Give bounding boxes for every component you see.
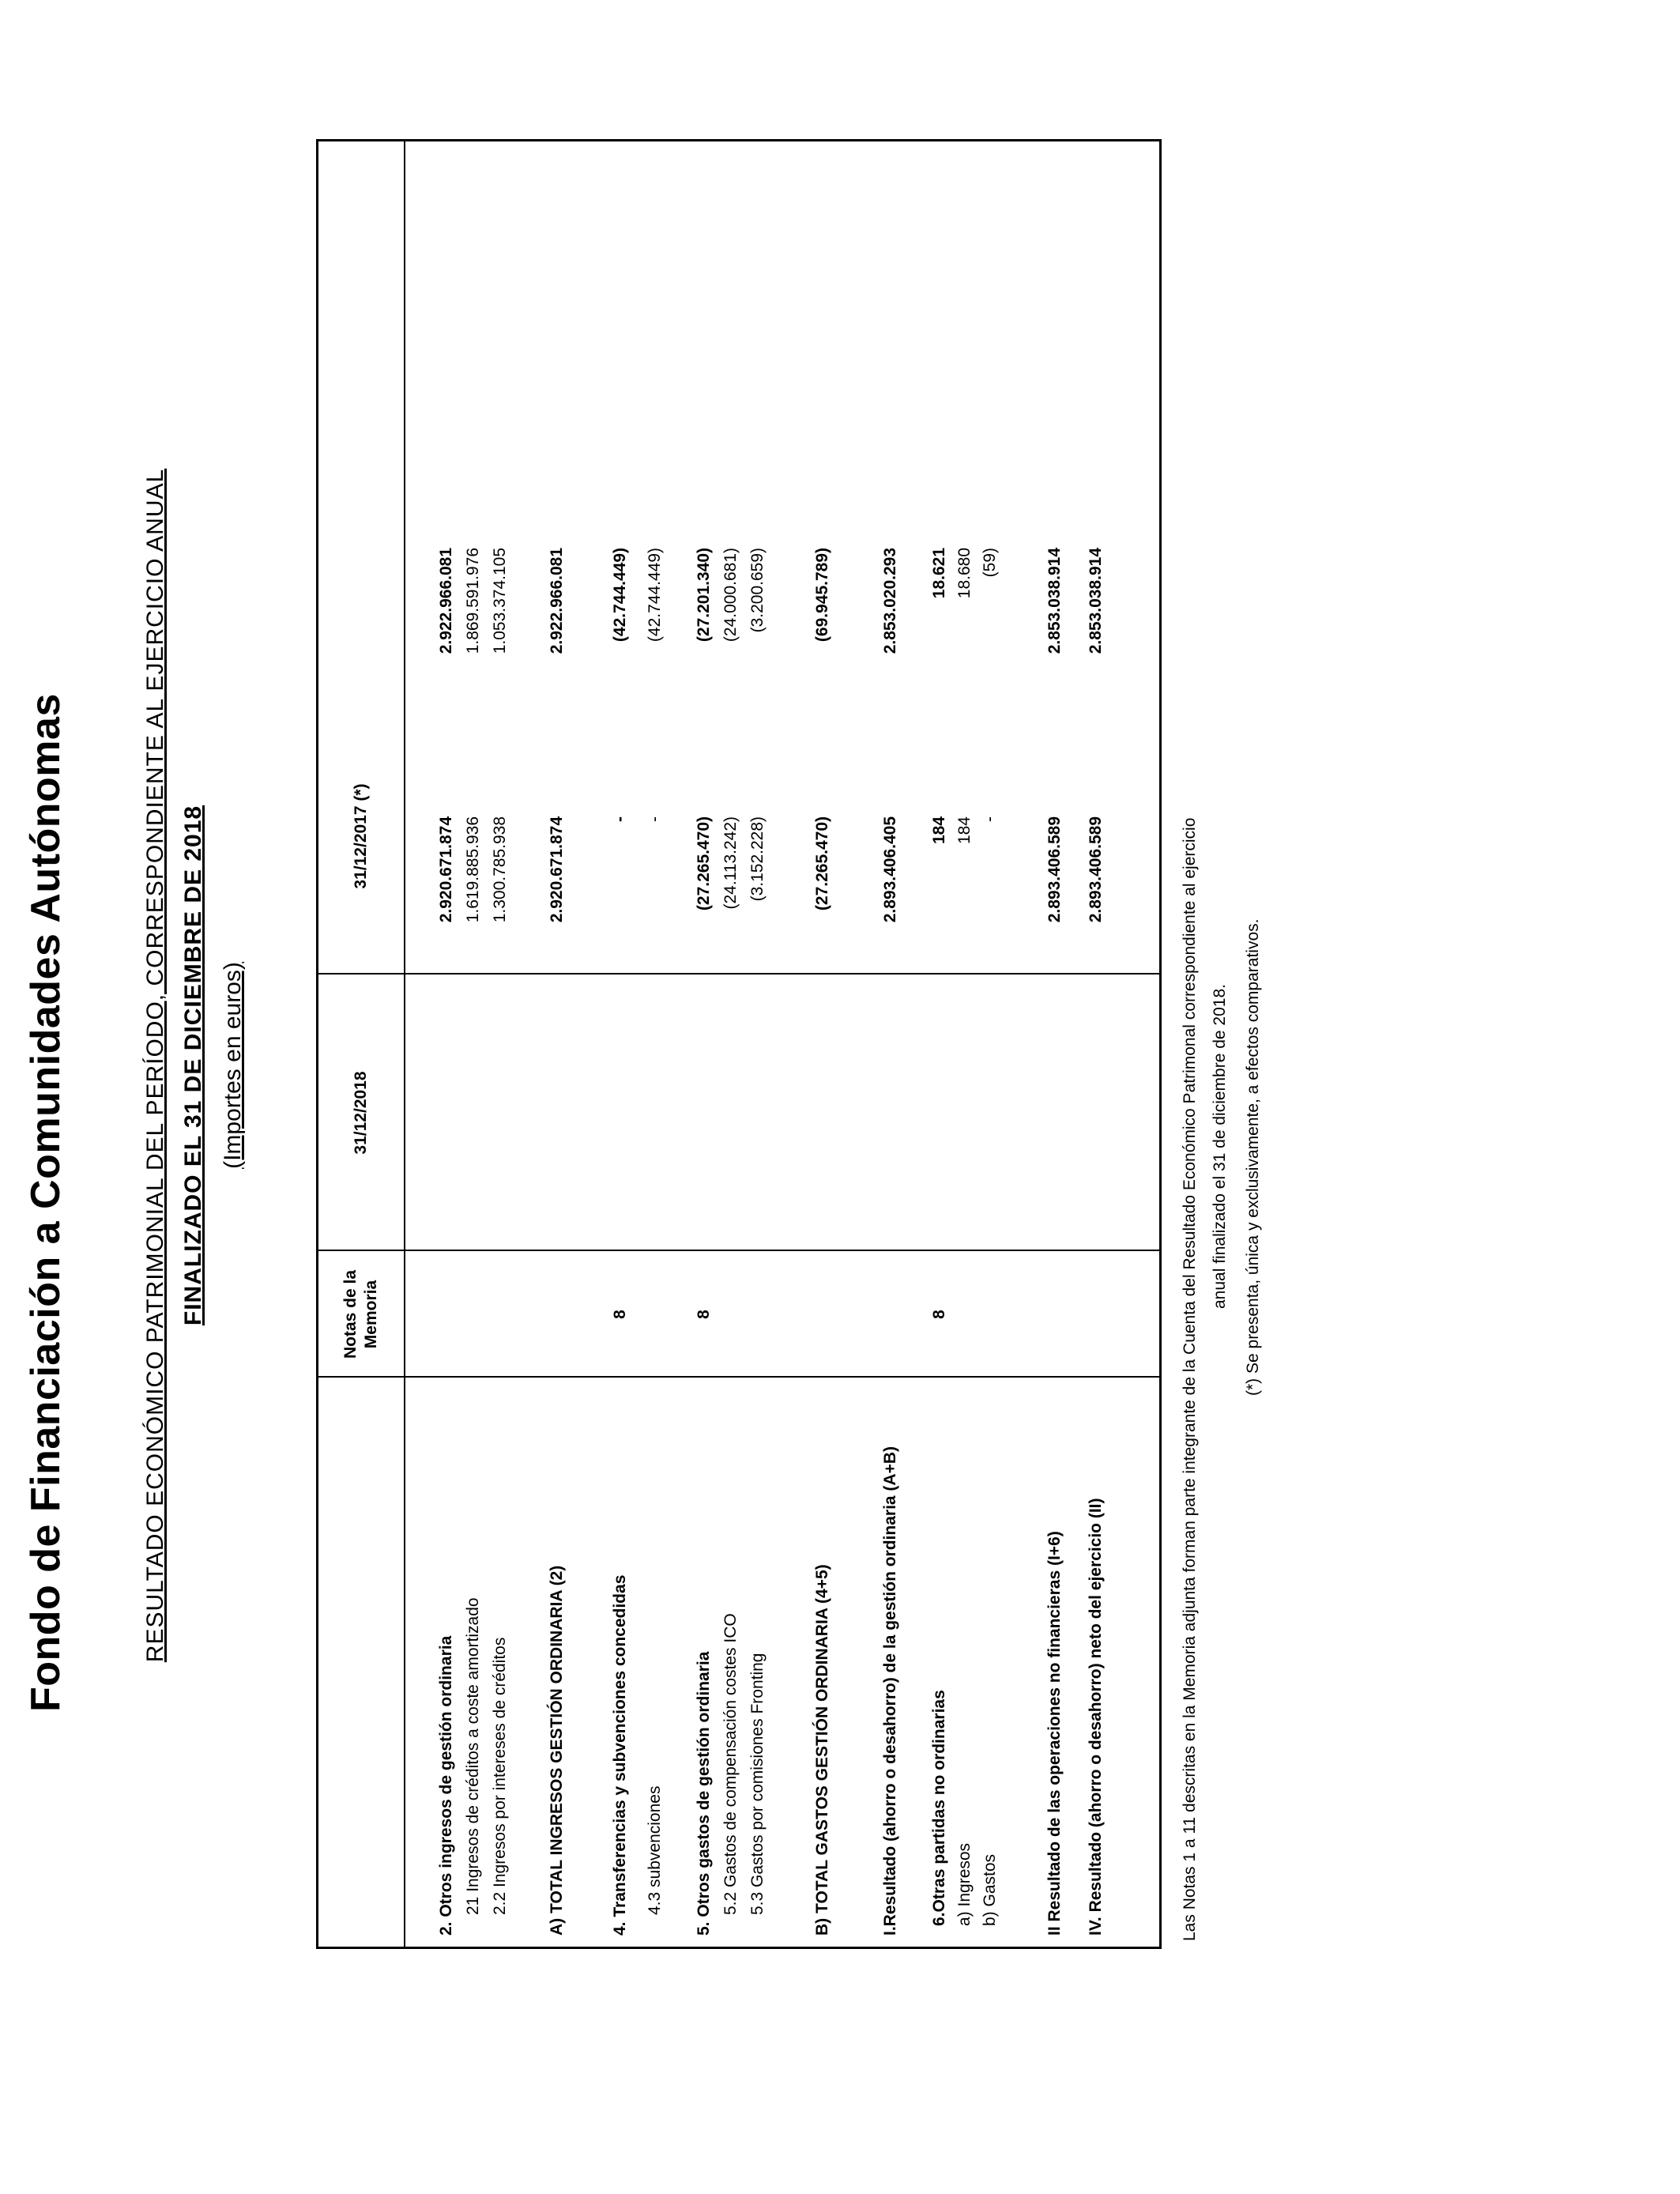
value-2018: (24.113.242)	[721, 816, 740, 910]
footnote-notes-cont: anual finalizado el 31 de diciembre de 2018.	[1211, 984, 1229, 1309]
footnote-comparative: (*) Se presenta, única y exclusivamente, a efectos comparativos.	[1244, 918, 1262, 1396]
value-2017: (59)	[981, 548, 999, 578]
row-label: 5. Otros gastos de gestión ordinaria	[695, 1651, 713, 1936]
note-ref: 8	[611, 1310, 629, 1319]
value-2018: 184	[930, 816, 948, 845]
row-label: 2. Otros ingresos de gestión ordinaria	[437, 1635, 455, 1936]
value-2018: -	[981, 816, 999, 822]
table-row	[1087, 141, 1113, 1947]
table-row	[955, 141, 982, 1947]
value-2018: 2.893.406.589	[1087, 816, 1105, 923]
value-2018: 2.920.671.874	[548, 816, 566, 923]
table-row	[981, 141, 1008, 1947]
header-2018: 31/12/2018	[351, 1071, 370, 1155]
note-ref: 8	[695, 1310, 713, 1319]
value-2018: -	[646, 816, 664, 822]
row-label: IV. Resultado (ahorro o desahorro) neto del ejercicio (II)	[1087, 1498, 1105, 1936]
value-2018: 1.619.885.936	[464, 816, 482, 923]
table-row	[646, 141, 672, 1947]
row-label: B) TOTAL GASTOS GESTIÓN ORDINARIA (4+5)	[813, 1564, 831, 1936]
value-2017: (69.945.789)	[813, 548, 831, 643]
value-2017: 1.053.374.105	[491, 548, 509, 654]
value-2018: 1.300.785.938	[491, 816, 509, 923]
value-2017: 2.853.038.914	[1087, 548, 1105, 654]
page-title: Fondo de Financiación a Comunidades Autónomas	[23, 693, 69, 1712]
row-label: b) Gastos	[981, 1853, 999, 1926]
row-label: 4.3 subvenciones	[646, 1785, 664, 1915]
table-row	[695, 141, 721, 1947]
value-2017: (42.744.449)	[646, 548, 664, 643]
table-row	[881, 141, 908, 1947]
value-2017: 2.853.038.914	[1045, 548, 1064, 654]
value-2017: 18.621	[930, 548, 948, 599]
row-label: 2.2 Ingresos por intereses de créditos	[491, 1637, 509, 1915]
table-row	[437, 141, 464, 1947]
value-2017: (24.000.681)	[721, 548, 740, 643]
value-2018: 2.893.406.589	[1045, 816, 1064, 923]
table-row	[1045, 141, 1072, 1947]
header-2017: 31/12/2017 (*)	[351, 783, 370, 889]
row-label: A) TOTAL INGRESOS GESTIÓN ORDINARIA (2)	[548, 1565, 566, 1936]
row-label: II Resultado de las operaciones no financieras (I+6)	[1045, 1531, 1064, 1936]
row-label: 6.Otras partidas no ordinarias	[930, 1690, 948, 1926]
value-2017: 2.922.966.081	[437, 548, 455, 654]
value-2018: (27.265.470)	[695, 816, 713, 911]
value-2018: -	[611, 816, 629, 822]
table-row	[813, 141, 840, 1947]
footnote-notes: Las Notas 1 a 11 descritas en la Memoria adjunta forman parte integrante de la Cuenta del Resultado Económico Patrimonal correspondiente al ejercicio	[1181, 817, 1199, 1941]
table-row	[464, 141, 491, 1947]
report-heading-units: (Importes en euros)	[220, 962, 246, 1169]
table-row	[548, 141, 574, 1947]
value-2018: 2.920.671.874	[437, 816, 455, 923]
row-label: 5.2 Gastos de compensación costes ICO	[721, 1613, 740, 1915]
row-label: 4. Transferencias y subvenciones concedidas	[611, 1574, 629, 1936]
value-2017: 2.922.966.081	[548, 548, 566, 654]
row-label: 5.3 Gastos por comisiones Fronting	[748, 1653, 767, 1915]
results-table	[316, 139, 1162, 1949]
table-row	[721, 141, 748, 1947]
value-2017: (27.201.340)	[695, 548, 713, 643]
value-2018: (3.152.228)	[748, 816, 767, 902]
note-ref: 8	[930, 1310, 948, 1319]
value-2017: (42.744.449)	[611, 548, 629, 643]
table-row	[748, 141, 775, 1947]
value-2018: 184	[955, 816, 974, 845]
report-heading-line2: FINALIZADO EL 31 DE DICIEMBRE DE 2018	[180, 805, 206, 1326]
row-label: I.Resultado (ahorro o desahorro) de la gestión ordinaria (A+B)	[881, 1446, 899, 1936]
row-label: 21 Ingresos de créditos a coste amortizado	[464, 1597, 482, 1915]
table-row	[930, 141, 957, 1947]
table-row	[611, 141, 638, 1947]
value-2018: 2.893.406.405	[881, 816, 899, 923]
value-2017: 1.869.591.976	[464, 548, 482, 654]
header-separator	[404, 141, 405, 1947]
table-row	[491, 141, 518, 1947]
header-notes: Notas de la Memoria	[341, 1269, 380, 1359]
row-label: a) Ingresos	[955, 1842, 974, 1926]
value-2018: (27.265.470)	[813, 816, 831, 911]
value-2017: 2.853.020.293	[881, 548, 899, 654]
report-heading-line1: RESULTADO ECONÓMICO PATRIMONIAL DEL PERÍODO, CORRESPONDIENTE AL EJERCICIO ANUAL	[142, 468, 168, 1663]
value-2017: 18.680	[955, 548, 974, 599]
value-2017: (3.200.659)	[748, 548, 767, 633]
